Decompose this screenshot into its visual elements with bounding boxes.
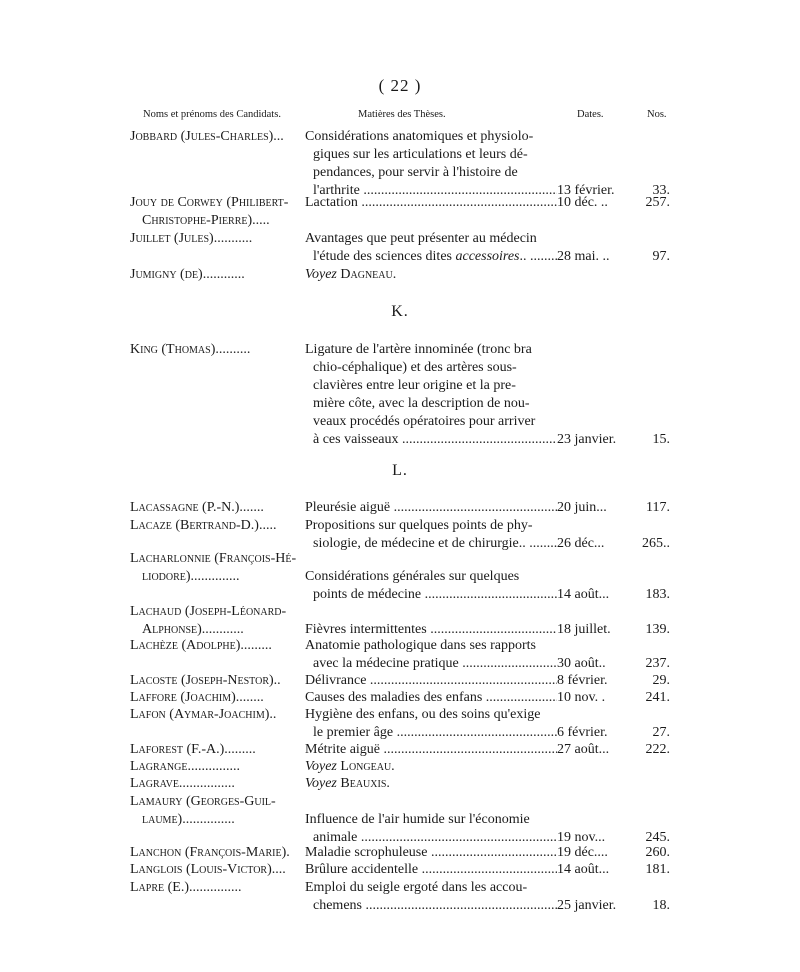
candidate-name-line: laume)............... <box>142 812 235 827</box>
thesis-line: l'arthrite ..... <box>305 182 557 200</box>
candidate-name-line: Jumigny (de)............ <box>130 267 245 282</box>
thesis-number: 241. <box>645 690 670 705</box>
date: 28 mai. .. <box>557 249 610 264</box>
date: 10 nov. . <box>557 690 606 705</box>
candidate-name-line: Juillet (Jules)........... <box>130 231 253 246</box>
thesis-number: 260. <box>645 845 670 860</box>
thesis-title <box>305 230 557 266</box>
thesis-title <box>305 266 557 284</box>
thesis-line: Influence de l'air humide sur l'économie <box>305 812 530 827</box>
thesis-number: 237. <box>645 656 670 671</box>
thesis-line: clavières entre leur origine et la pre- <box>313 378 516 393</box>
candidate-name <box>130 637 302 655</box>
candidate-name <box>130 861 302 879</box>
cross-reference-target: Dagneau. <box>340 267 397 282</box>
date: 19 nov... <box>557 830 606 845</box>
candidate-name-line: Lachaud (Joseph-Léonard- <box>130 604 287 619</box>
thesis-number: 29. <box>652 673 670 688</box>
candidate-name-line: Laforest (F.-A.)......... <box>130 742 256 757</box>
date: 18 juillet. <box>557 622 611 637</box>
thesis-title <box>305 499 557 517</box>
thesis-title <box>305 550 557 604</box>
candidate-name-line: Lagrave................ <box>130 776 235 791</box>
date: 26 déc... <box>557 536 605 551</box>
thesis-line: l'étude des sciences dites accessoires.. ..... <box>305 248 557 266</box>
date: 14 août... <box>557 862 610 877</box>
candidate-name <box>130 266 302 284</box>
thesis-title <box>305 758 557 776</box>
thesis-title <box>305 194 557 212</box>
candidate-name-line: Lacharlonnie (François-Hé- <box>130 551 297 566</box>
thesis-line: giques sur les articulations et leurs dé- <box>313 147 528 162</box>
candidate-name <box>130 341 302 359</box>
thesis-line: Hygiène des enfans, ou des soins qu'exige <box>305 707 541 722</box>
candidate-name <box>130 775 302 793</box>
thesis-line: Anatomie pathologique dans ses rapports <box>305 638 536 653</box>
header-names: Noms et prénoms des Candidats. <box>143 109 281 120</box>
thesis-line: siologie, de médecine et de chirurgie.. ..... <box>305 535 557 553</box>
thesis-number: 222. <box>645 742 670 757</box>
date: 27 août... <box>557 742 610 757</box>
date: 20 juin... <box>557 500 607 515</box>
thesis-line: Fièvres intermittentes ..... <box>305 621 557 639</box>
candidate-name-line: King (Thomas).......... <box>130 342 251 357</box>
candidate-name-line: Jobbard (Jules-Charles)... <box>130 129 284 144</box>
thesis-line: Considérations générales sur quelques <box>305 569 520 584</box>
thesis-line <box>305 550 557 568</box>
thesis-line: Ligature de l'artère innominée (tronc bra <box>305 342 532 357</box>
thesis-number: 117. <box>646 500 670 515</box>
thesis-number: 97. <box>652 249 670 264</box>
column-headers <box>0 109 800 125</box>
candidate-name <box>130 550 302 586</box>
candidate-name <box>130 517 302 535</box>
candidate-name <box>130 758 302 776</box>
candidate-name-line: Lamaury (Georges-Guil- <box>130 794 276 809</box>
date: 30 août.. <box>557 656 606 671</box>
thesis-title <box>305 603 557 639</box>
thesis-number: 245. <box>645 830 670 845</box>
thesis-title <box>305 793 557 847</box>
thesis-line: le premier âge ..... <box>305 724 557 742</box>
thesis-number: 257. <box>645 195 670 210</box>
thesis-line <box>305 603 557 621</box>
page-number: ( 22 ) <box>378 76 422 95</box>
date: 13 février. <box>557 183 615 198</box>
date: 8 février. <box>557 673 608 688</box>
thesis-title <box>305 128 557 200</box>
thesis-line: Délivrance ..... <box>305 672 557 690</box>
thesis-number: 139. <box>645 622 670 637</box>
candidate-name-line: Jouy de Corwey (Philibert- <box>130 195 289 210</box>
section-letter-k: K. <box>391 303 409 320</box>
date: 19 déc.... <box>557 845 608 860</box>
candidate-name-line: Lacaze (Bertrand-D.)..... <box>130 518 277 533</box>
cross-reference <box>305 758 557 776</box>
thesis-title <box>305 672 557 690</box>
thesis-line: Brûlure accidentelle ..... <box>305 861 557 879</box>
candidate-name <box>130 793 302 829</box>
thesis-line: Emploi du seigle ergoté dans les accou- <box>305 880 528 895</box>
header-dates: Dates. <box>577 109 604 120</box>
thesis-line: avec la médecine pratique ..... <box>305 655 557 673</box>
thesis-line: Avantages que peut présenter au médecin <box>305 231 537 246</box>
thesis-title <box>305 689 557 707</box>
thesis-line: Pleurésie aiguë ..... <box>305 499 557 517</box>
thesis-title <box>305 706 557 742</box>
candidate-name <box>130 603 302 639</box>
thesis-number: 27. <box>652 725 670 740</box>
thesis-line: veaux procédés opératoires pour arriver <box>313 414 536 429</box>
date: 23 janvier. <box>557 432 617 447</box>
cross-reference-target: Beauxis. <box>340 776 390 791</box>
thesis-line: pendances, pour servir à l'histoire de <box>313 165 518 180</box>
section-letter-l: L. <box>392 462 408 479</box>
thesis-title <box>305 637 557 673</box>
thesis-number: 181. <box>645 862 670 877</box>
cross-reference-prefix: Voyez <box>305 267 337 282</box>
candidate-name-line: Langlois (Louis-Victor).... <box>130 862 286 877</box>
thesis-line: Considérations anatomiques et physiolo- <box>305 129 534 144</box>
candidate-name <box>130 194 302 230</box>
thesis-number: 33. <box>652 183 670 198</box>
candidate-name-line: Lafon (Aymar-Joachim).. <box>130 707 277 722</box>
thesis-line: Maladie scrophuleuse ..... <box>305 844 557 862</box>
date: 14 août... <box>557 587 610 602</box>
thesis-title <box>305 844 557 862</box>
thesis-line: mière côte, avec la description de nou- <box>313 396 530 411</box>
candidate-name-line: Lapre (E.)............... <box>130 880 242 895</box>
candidate-name <box>130 230 302 248</box>
candidate-name-line: Alphonse)............ <box>142 622 244 637</box>
cross-reference-prefix: Voyez <box>305 759 337 774</box>
date: 10 déc. .. <box>557 195 608 210</box>
candidate-name-line: Lacoste (Joseph-Nestor).. <box>130 673 281 688</box>
candidate-name <box>130 741 302 759</box>
candidate-name-line: Lanchon (François-Marie). <box>130 845 290 860</box>
candidate-name <box>130 706 302 724</box>
thesis-line: chio-céphalique) et des artères sous- <box>313 360 517 375</box>
cross-reference-prefix: Voyez <box>305 776 337 791</box>
thesis-number: 183. <box>645 587 670 602</box>
thesis-title <box>305 341 557 449</box>
candidate-name-line: Lagrange............... <box>130 759 240 774</box>
candidate-name-line: Laffore (Joachim)........ <box>130 690 264 705</box>
cross-reference <box>305 775 557 793</box>
thesis-number: 265.. <box>642 536 670 551</box>
thesis-line: Propositions sur quelques points de phy- <box>305 518 533 533</box>
date: 25 janvier. <box>557 898 617 913</box>
thesis-line <box>305 793 557 811</box>
thesis-line: Causes des maladies des enfans ..... <box>305 689 557 707</box>
cross-reference <box>305 266 557 284</box>
thesis-line: points de médecine ..... <box>305 586 557 604</box>
date: 6 février. <box>557 725 608 740</box>
thesis-number: 15. <box>652 432 670 447</box>
candidate-name <box>130 844 302 862</box>
thesis-title <box>305 775 557 793</box>
thesis-title <box>305 879 557 915</box>
thesis-title <box>305 741 557 759</box>
thesis-line: Métrite aiguë ..... <box>305 741 557 759</box>
header-theses: Matières des Thèses. <box>358 109 446 120</box>
candidate-name-line: Lachèze (Adolphe)......... <box>130 638 272 653</box>
candidate-name <box>130 689 302 707</box>
thesis-line: Lactation ..... <box>305 194 557 212</box>
thesis-line: à ces vaisseaux ..... <box>305 431 557 449</box>
header-numbers: Nos. <box>647 109 667 120</box>
thesis-line: chemens ..... <box>305 897 557 915</box>
candidate-name-line: liodore).............. <box>142 569 240 584</box>
thesis-title <box>305 861 557 879</box>
candidate-name <box>130 672 302 690</box>
candidate-name <box>130 499 302 517</box>
thesis-number: 18. <box>652 898 670 913</box>
cross-reference-target: Longeau. <box>340 759 395 774</box>
candidate-name-line: Lacassagne (P.-N.)....... <box>130 500 264 515</box>
thesis-title <box>305 517 557 553</box>
candidate-name <box>130 879 302 897</box>
candidate-name <box>130 128 302 146</box>
thesis-line: animale ..... <box>305 829 557 847</box>
candidate-name-line: Christophe-Pierre)..... <box>142 213 270 228</box>
